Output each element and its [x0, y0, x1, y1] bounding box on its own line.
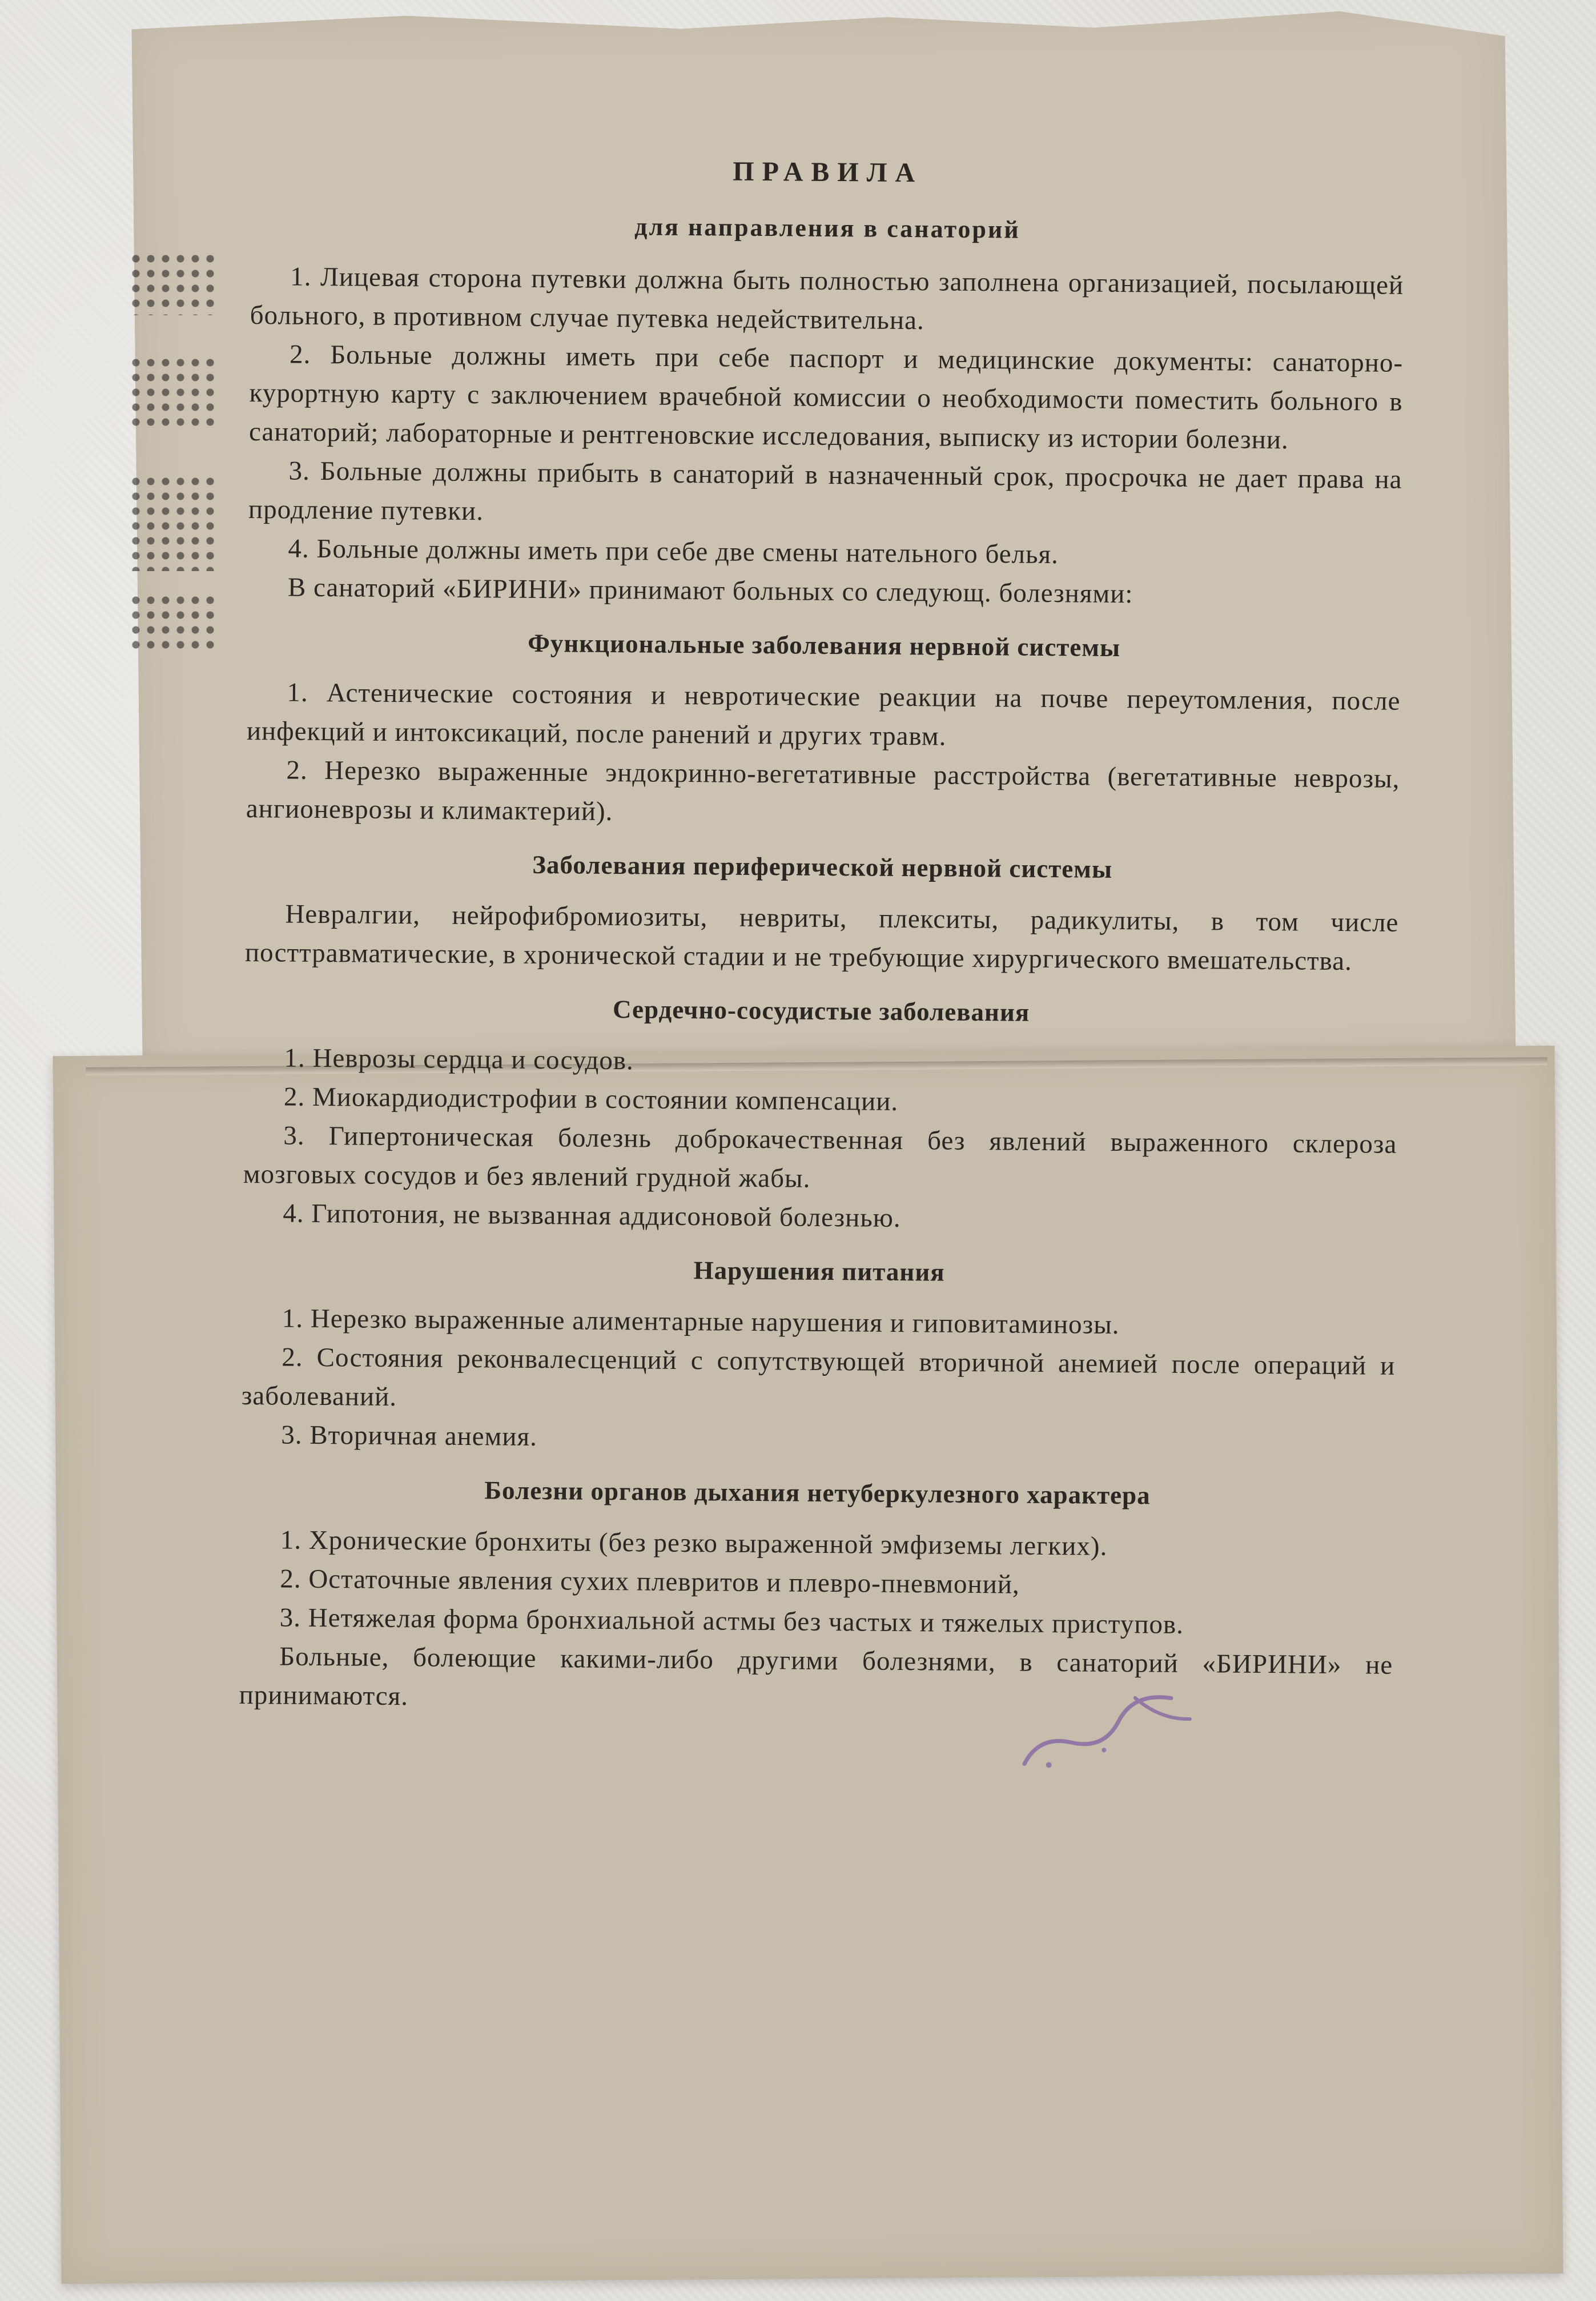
rule-item: 1. Лицевая сторона путевки должна быть полностью заполнена организацией, посылающей больного, в противном случае путевка недействительна. — [250, 262, 1404, 336]
rule-item: 4. Больные должны иметь при себе две смены нательного белья. — [288, 533, 1059, 570]
section-item: Невралгии, нейрофибромиозиты, невриты, плекситы, радикулиты, в том числе посттравматические, в хронической стадии и не требующие хирургического вмешательства. — [244, 899, 1399, 977]
section-item: 2. Миокардиодистрофии в состоянии компенсации. — [283, 1082, 899, 1117]
section-item: 2. Нерезко выраженные эндокринно-вегетативные расстройства (вегетативные неврозы, ангионеврозы и климактерий). — [246, 755, 1400, 827]
section-item: 1. Астенические состояния и невротические реакции на почве переутомления, после инфекций и интоксикаций, после ранений и других травм. — [246, 677, 1401, 752]
section-heading: Заболевания периферической нервной системы — [532, 850, 1113, 884]
section-heading: Нарушения питания — [693, 1256, 945, 1287]
section-item: 3. Нетяжелая форма бронхиальной астмы без частых и тяжелых приступов. — [279, 1603, 1184, 1640]
section-item: 1. Нерезко выраженные алиментарные нарушения и гиповитаминозы. — [282, 1303, 1120, 1340]
rules-document — [239, 148, 1404, 1724]
section-item: 2. Состояния реконвалесценций с сопутствующей вторичной анемией после операций и заболеваний. — [241, 1342, 1396, 1412]
document-subtitle: для направления в санаторий — [634, 212, 1020, 244]
section-item: 1. Хронические бронхиты (без резко выраженной эмфиземы легких). — [280, 1525, 1108, 1561]
section-item: 2. Остаточные явления сухих плевритов и плевро-пневмоний, — [280, 1564, 1020, 1600]
closing-paragraph: Больные, болеющие какими-либо другими болезнями, в санаторий «БИРИНИ» не принимаются. — [239, 1641, 1393, 1712]
section-item: 3. Гипертоническая болезнь доброкачественная без явлений выраженного склероза мозговых сосудов и без явлений грудной жабы. — [243, 1121, 1397, 1194]
intro-paragraph: В санаторий «БИРИНИ» принимают больных со следующ. болезнями: — [287, 572, 1133, 609]
perforation-number-holes — [128, 251, 214, 651]
section-heading: Сердечно-сосудистые заболевания — [612, 995, 1030, 1027]
section-heading: Функциональные заболевания нервной системы — [528, 628, 1121, 662]
section-item: 1. Неврозы сердца и сосудов. — [284, 1043, 634, 1076]
rule-item: 2. Больные должны иметь при себе паспорт и медицинские документы: санаторно-курортную карту с заключением врачебной комиссии о необходимости поместить больного в санаторий; лабораторные и рентгеновские исследования, выписку из истории болезни. — [248, 339, 1404, 455]
section-heading: Болезни органов дыхания нетуберкулезного характера — [484, 1476, 1151, 1510]
section-item: 4. Гипотония, не вызванная аддисоновой болезнью. — [283, 1198, 901, 1233]
section-item: 3. Вторичная анемия. — [281, 1420, 538, 1452]
document-title: ПРАВИЛА — [733, 156, 923, 188]
rule-item: 3. Больные должны прибыть в санаторий в назначенный срок, просрочка не дает права на продление путевки. — [248, 456, 1402, 527]
